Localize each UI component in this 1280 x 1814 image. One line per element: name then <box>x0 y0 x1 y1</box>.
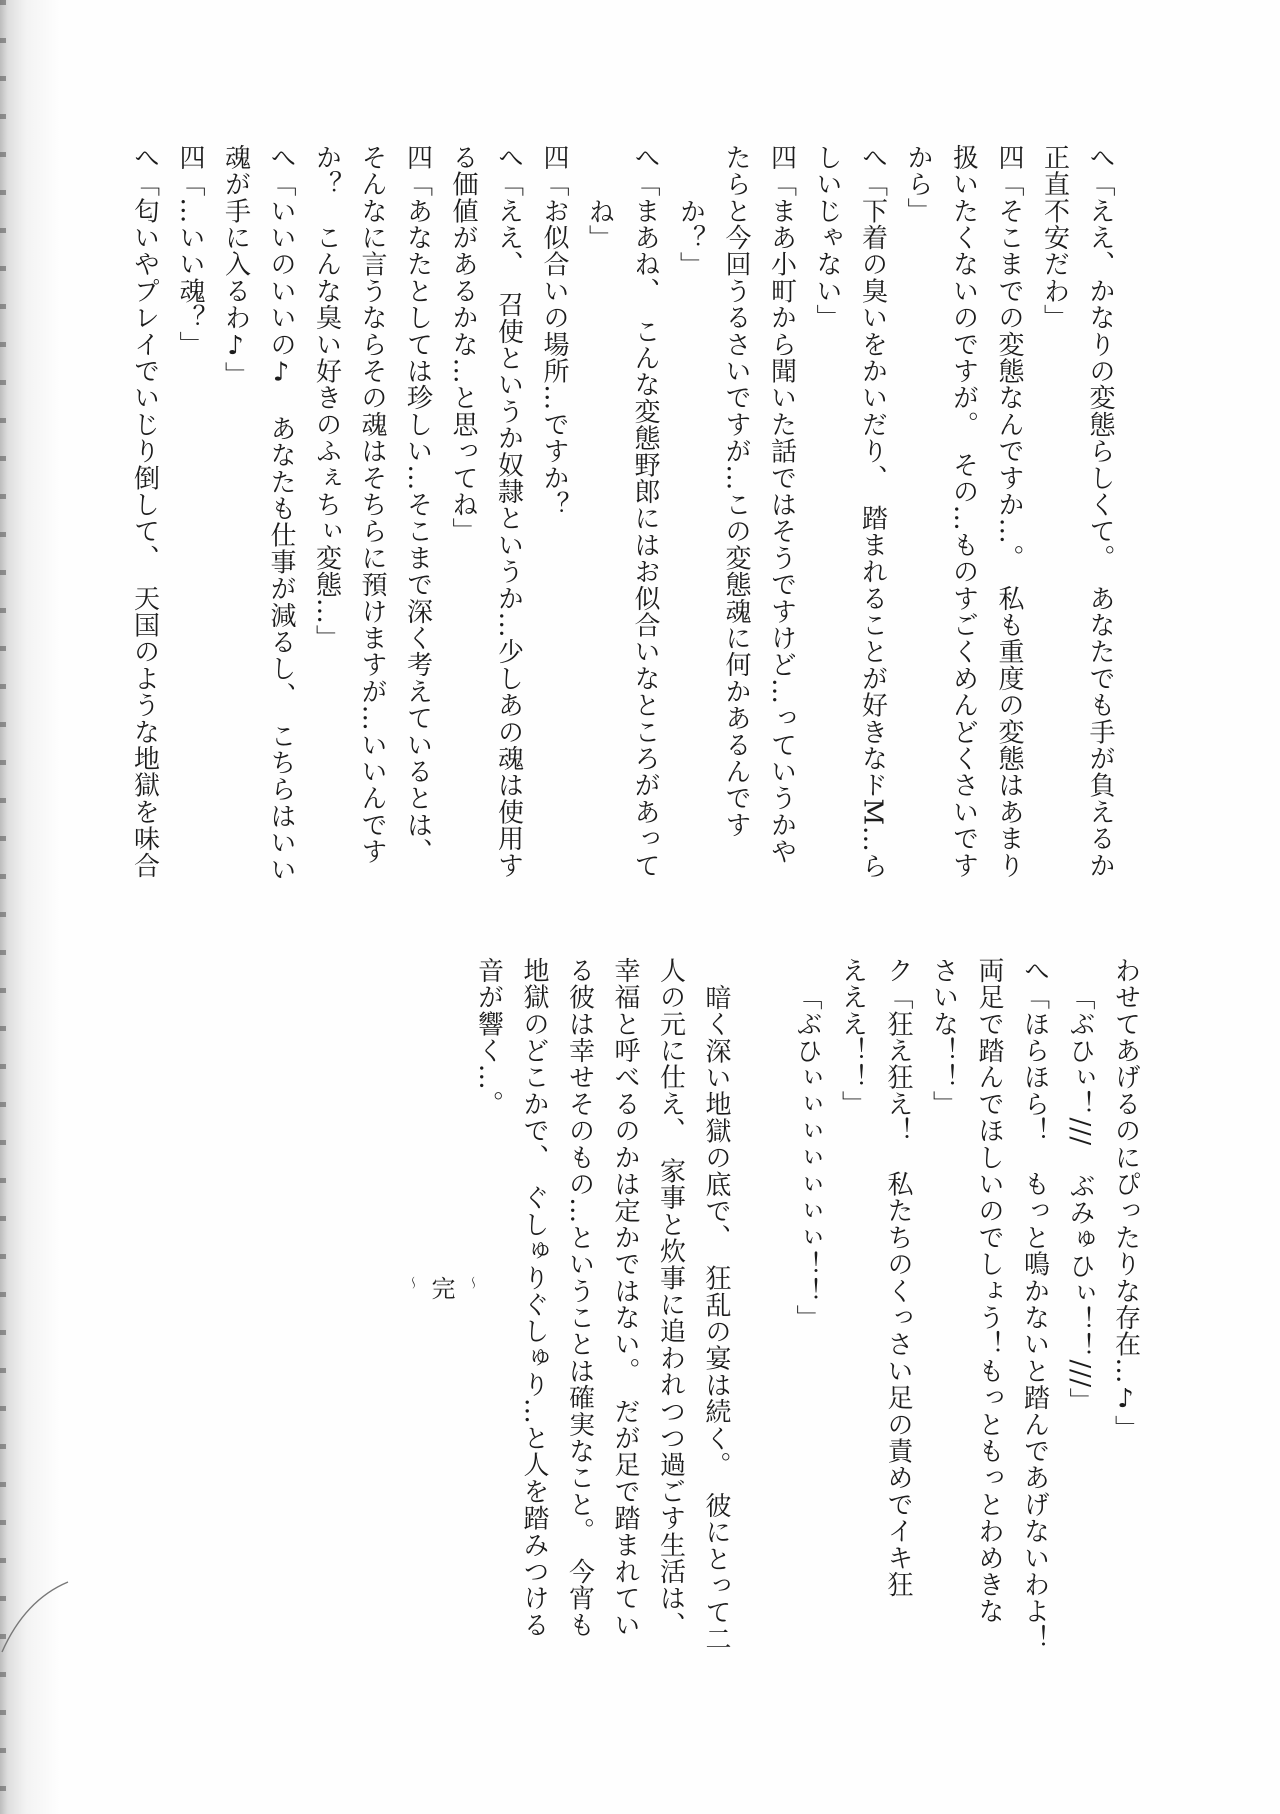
text-column: 両足で踏んでほしいのでしょう！もっともっとわめきな <box>974 957 1004 1625</box>
text-column: 音が響く…。 <box>473 957 504 1118</box>
blank-column <box>738 957 784 1717</box>
text-column: 暗く深い地獄の底で、 狂乱の宴は続く。 彼にとって二 <box>701 984 731 1653</box>
bottom-text-block <box>465 957 1148 1717</box>
binding-marks <box>0 0 6 1814</box>
text-column: 「ぶひぃ！/// ぶみゅひぃ！！///」 <box>1065 984 1095 1415</box>
text-column: 「ぶひぃぃぃぃぃぃぃ！！」 <box>792 984 822 1332</box>
text-column: 人の元に仕え、 家事と炊事に追われつつ過ごす生活は、 <box>655 957 686 1639</box>
text-column: へ「ええ、 召使というか奴隷というか…少しあの魂は使用す <box>493 144 524 879</box>
text-column: さいな！！」 <box>928 957 959 1118</box>
ending-kanji: 完 <box>427 1276 455 1300</box>
text-column: 魂が手に入るわ♪」 <box>220 144 251 389</box>
text-column: 幸福と呼べるのかは定かではない。 だが足で踏まれてい <box>610 957 640 1639</box>
text-column: へ「まあね、 こんな変態野郎にはお似合いなところがあって <box>630 144 660 879</box>
text-column: る価値があるかな…と思ってね」 <box>448 144 478 545</box>
text-column: か？」 <box>675 198 706 279</box>
text-column: へ「ほらほら！ もっと鳴かないと踏んであげないわよ！ <box>1019 957 1050 1652</box>
scan-artifact-curve <box>0 1560 80 1660</box>
text-column: 地獄のどこかで、 ぐしゅりぐしゅり…と人を踏みつける <box>519 957 549 1639</box>
text-column: ク「狂え狂え！ 私たちのくっさい足の責めでイキ狂 <box>883 957 913 1598</box>
text-column: えええ！！」 <box>837 957 868 1118</box>
text-column: 四「お似合いの場所…ですか？ <box>539 144 569 518</box>
text-column: へ「匂いやプレイでいじり倒して、 天国のような地獄を味合 <box>129 144 160 879</box>
text-column: そんなに言うならその魂はそちらに預けますが…いいんです <box>357 144 387 865</box>
text-column: たらと今回うるさいですが…この変態魂に何かあるんです <box>721 144 751 839</box>
text-column: 四「そこまでの変態なんですか…。 私も重度の変態はあまり <box>994 144 1024 879</box>
binding-shadow <box>0 0 60 1814</box>
text-column: しいじゃない」 <box>812 144 842 331</box>
text-column: 四「まあ小町から聞いた話ではそうですけど…っていうかや <box>766 144 797 865</box>
text-column: へ「ええ、かなりの変態らしくて。 あなたでも手が負えるか <box>1085 144 1115 879</box>
text-column: 扱いたくないのですが。 その…ものすごくめんどくさいです <box>948 144 979 879</box>
text-column: へ「いいのいいの♪ あなたも仕事が減るし、 こちらはいい <box>266 144 296 883</box>
text-column: 四「…いい魂？」 <box>175 144 205 358</box>
text-column: ね」 <box>584 198 615 252</box>
ending-tilde: ～ <box>464 1276 479 1289</box>
text-column: わせてあげるのにぴったりな存在…♪」 <box>1110 957 1141 1442</box>
text-column: る彼は幸せそのもの…ということは確実なこと。 今宵も <box>564 957 595 1639</box>
top-text-block <box>121 144 1122 904</box>
ending-mark <box>396 1276 486 1300</box>
ending-tilde: ～ <box>404 1276 419 1289</box>
text-column: から」 <box>903 144 933 225</box>
text-column: 四「あなたとしては珍しい…そこまで深く考えているとは、 <box>402 144 433 865</box>
text-column: へ「下着の臭いをかいだり、 踏まれることが好きなドM…ら <box>857 144 888 880</box>
text-column: か？ こんな臭い好きのふぇちぃ変態…」 <box>311 144 342 652</box>
text-column: 正直不安だわ」 <box>1039 144 1070 331</box>
